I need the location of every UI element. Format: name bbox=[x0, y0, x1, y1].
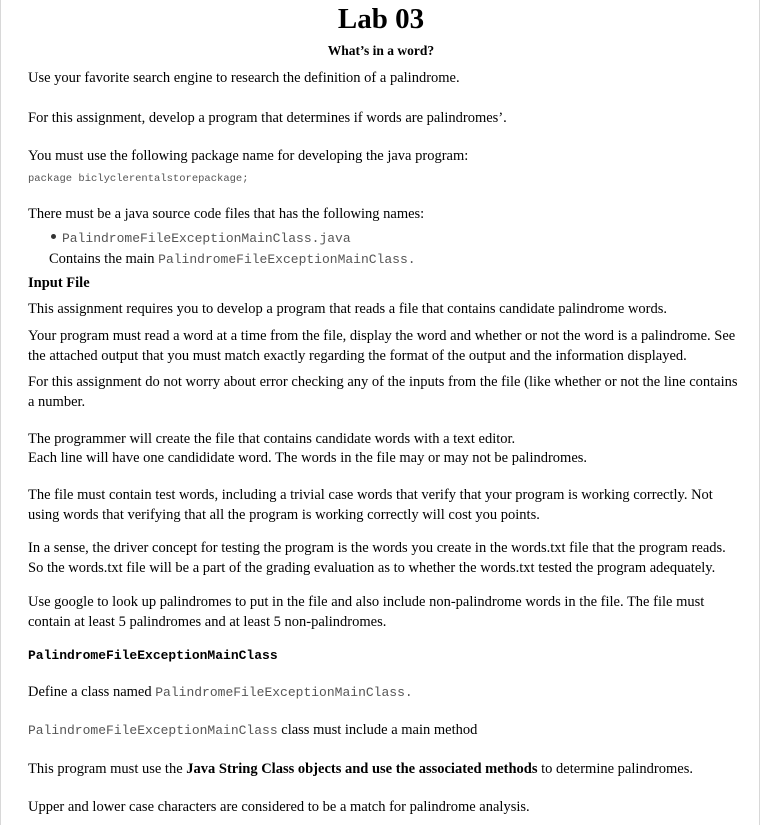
page-subtitle: What’s in a word? bbox=[327, 43, 435, 58]
paragraph-case-matching: Upper and lower case characters are considered to be a match for palindrome analysis. bbox=[28, 799, 530, 815]
paragraph-programmer-line1: The programmer will create the file that contains candidate words with a text editor. bbox=[28, 431, 516, 447]
paragraph-test-words: The file must contain test words, including a trivial case words that verify that your program is working correctly. Not using words that verifying that all the program is working correctly will cost you points. bbox=[28, 487, 713, 523]
input-file-heading: Input File bbox=[28, 275, 90, 291]
paragraph-driver-concept: In a sense, the driver concept for testing the program is the words you create in the words.txt file that the program reads. So the words.txt file will be a part of the grading evaluation as to whether the words.txt tested the program adequately. bbox=[28, 540, 726, 576]
define-class-prefix: Define a class named bbox=[28, 684, 152, 700]
bullet-icon bbox=[51, 234, 56, 239]
paragraph-source-files: There must be a java source code files that has the following names: bbox=[28, 206, 425, 222]
paragraph-main-method bbox=[28, 720, 743, 741]
paragraph-research: Use your favorite search engine to research the definition of a palindrome. bbox=[28, 70, 460, 86]
main-method-class-name: PalindromeFileExceptionMainClass bbox=[28, 723, 278, 738]
paragraph-string-class bbox=[28, 759, 743, 779]
paragraph-error-checking: For this assignment do not worry about error checking any of the inputs from the file (like whether or not the line contains a number. bbox=[28, 374, 738, 410]
contains-class-name: PalindromeFileExceptionMainClass. bbox=[158, 252, 416, 267]
contains-line bbox=[49, 249, 741, 270]
bullet-file-name: PalindromeFileExceptionMainClass.java bbox=[62, 231, 351, 246]
package-code-line: package biclyclerentalstorepackage; bbox=[28, 173, 249, 185]
paragraph-package-intro: You must use the following package name for developing the java program: bbox=[28, 148, 469, 164]
paragraph-assignment: For this assignment, develop a program that determines if words are palindromes’. bbox=[28, 110, 507, 126]
paragraph-define-class bbox=[28, 682, 743, 703]
paragraph-programmer-line2: Each line will have one candididate word. The words in the file may or may not be palindromes. bbox=[28, 450, 588, 466]
class-heading: PalindromeFileExceptionMainClass bbox=[28, 648, 278, 663]
string-class-suffix: to determine palindromes. bbox=[541, 761, 693, 777]
paragraph-google-palindromes: Use google to look up palindromes to put in the file and also include non-palindrome words in the file. The file must contain at least 5 palindromes and at least 5 non-palindromes. bbox=[28, 594, 705, 630]
contains-prefix: Contains the main bbox=[49, 251, 155, 267]
main-method-suffix: class must include a main method bbox=[281, 722, 478, 738]
paragraph-input-file: This assignment requires you to develop a program that reads a file that contains candidate palindrome words. bbox=[28, 301, 668, 317]
define-class-name: PalindromeFileExceptionMainClass. bbox=[155, 685, 413, 700]
string-class-prefix: This program must use the bbox=[28, 761, 183, 777]
bullet-list-item bbox=[51, 228, 741, 249]
paragraph-read-words: Your program must read a word at a time from the file, display the word and whether or not the word is a palindrome. See the attached output that you must match exactly regarding the format of the output and the information displayed. bbox=[28, 328, 736, 364]
string-class-bold: Java String Class objects and use the associated methods bbox=[186, 761, 538, 777]
page-title: Lab 03 bbox=[337, 3, 425, 35]
